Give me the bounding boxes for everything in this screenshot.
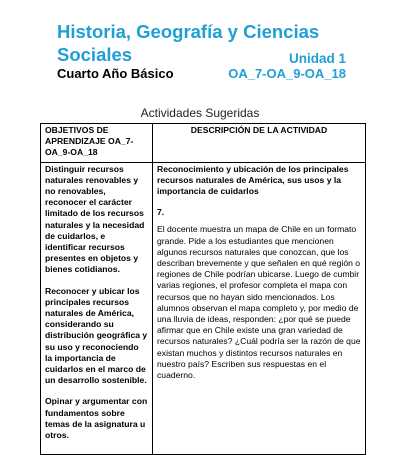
- grade-label: Cuarto Año Básico: [57, 66, 174, 81]
- objective-item: Opinar y argumentar con fundamentos sobre temas de la asignatura u otros.: [45, 396, 148, 441]
- objective-item: Reconocer y ubicar los principales recursos naturales de América, considerando su distribución geográfica y su uso y reconociendo la importancia de cuidarlos en el marco de un desarrollo sostenible.: [45, 285, 148, 386]
- table-header-row: [41, 124, 366, 163]
- unit-label: Unidad 1: [288, 51, 346, 66]
- table-row: [41, 162, 366, 455]
- document-header: [0, 0, 400, 90]
- objective-item: Distinguir recursos naturales renovables y no renovables, reconocer el carácter limitado de los recursos naturales y la necesidad de cuidarlos, e identificar recursos presentes en objetos y bienes cotidianos.: [45, 163, 145, 275]
- activity-number: 7.: [157, 207, 165, 218]
- subject-title-line-1: Historia, Geografía y Ciencias: [57, 21, 320, 42]
- objectives-column-header: OBJETIVOS DE APRENDIZAJE OA_7-OA_9-OA_18: [41, 124, 153, 163]
- description-column-header: DESCRIPCIÓN DE LA ACTIVIDAD: [153, 124, 366, 163]
- activity-heading: Reconocimiento y ubicación de los principales recursos naturales de América, sus usos y la importancia de cuidarlos: [157, 163, 349, 197]
- section-title: Actividades Sugeridas: [140, 106, 260, 120]
- objective-codes: OA_7-OA_9-OA_18: [228, 66, 346, 81]
- subject-title-line-2: Sociales: [57, 44, 133, 65]
- activity-description-cell: [153, 162, 366, 455]
- activity-body: El docente muestra un mapa de Chile en un formato grande. Pide a los estudiantes que mencionen algunos recursos naturales que conozcan, que los describan brevemente y que señalen en qué región o regiones de Chile podrían ubicarse. Luego de cumbir varias regiones, el profesor completa el mapa con recursos que no hayan sido mencionados. Los alumnos observan el mapa completo y, por medio de una lluvia de ideas, responden: ¿por qué se puede afirmar que en Chile existe una gran variedad de recursos naturales? ¿Cuál podría ser la razón de que existan muchos y distintos recursos naturales en nuestro país? Escriben sus respuestas en el cuaderno.: [157, 224, 361, 381]
- objectives-cell: [41, 162, 153, 455]
- activities-table: [40, 123, 366, 455]
